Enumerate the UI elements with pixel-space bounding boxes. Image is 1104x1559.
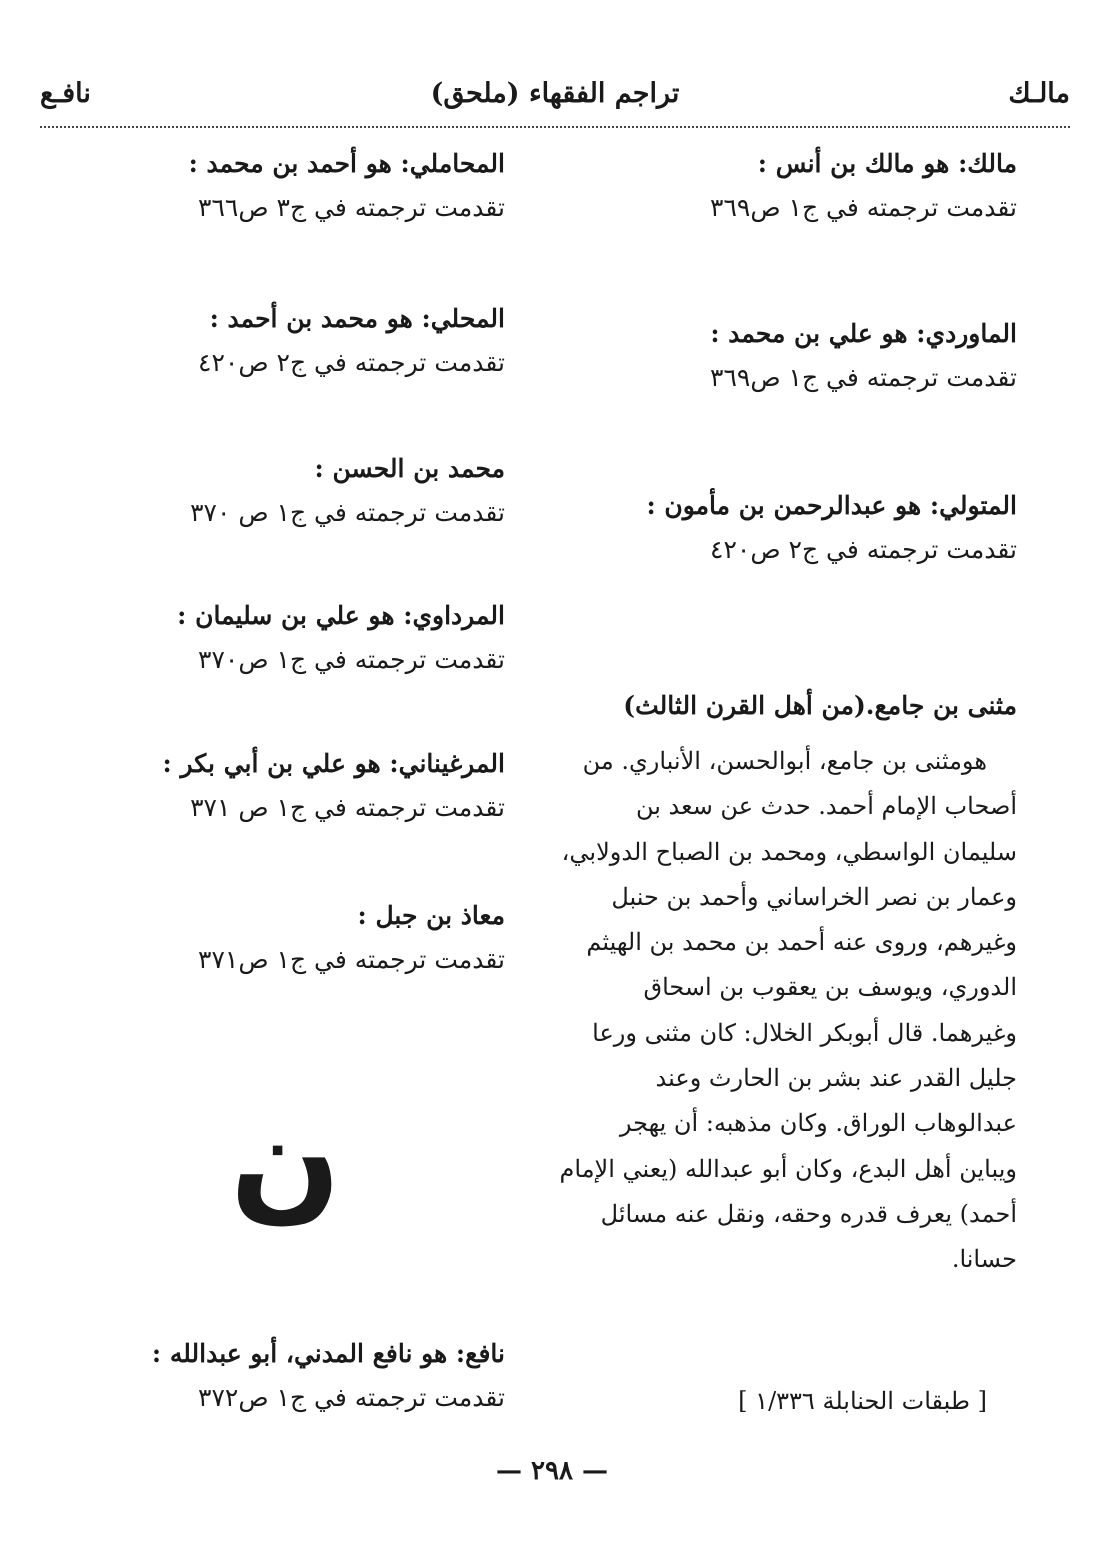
entry-heading: معاذ بن جبل :	[357, 901, 505, 930]
entry-reference: تقدمت ترجمته في ج١ ص٣٧٠	[198, 645, 505, 674]
entry-reference: تقدمت ترجمته في ج١ ص ٣٧٠	[190, 498, 505, 527]
entry-heading: محمد بن الحسن :	[314, 454, 505, 483]
page-header	[40, 78, 1070, 122]
header-left-title: نافـع	[40, 78, 91, 109]
header-right-title: مالـك	[1008, 78, 1070, 109]
header-divider	[40, 126, 1070, 128]
bio-text: هومثنى بن جامع، أبوالحسن، الأنباري. من أصحاب الإمام أحمد. حدث عن سعد بن سليمان الواسطي، ومحمد بن الصباح الدولابي، وعمار بن نصر الخراساني وأحمد بن حنبل وغيرهم، وروى عنه أحمد بن محمد بن الهيثم الدوري، ويوسف بن يعقوب بن اسحاق وغيرهما. قال أبوبكر الخلال: كان مثنى ورعا جليل القدر عند بشر بن الحارث وعند عبدالوهاب الوراق. وكان مذهبه: أن يهجر ويباين أهل البدع، وكان أبو عبدالله (يعني الإمام أحمد) يعرف قدره وحقه، ونقل عنه مسائل حسانا.	[559, 747, 1017, 1274]
section-letter: ن	[230, 1084, 341, 1236]
entry-reference: تقدمت ترجمته في ج٢ ص٤٢٠	[710, 535, 1017, 564]
entry-reference: تقدمت ترجمته في ج٢ ص٤٢٠	[198, 348, 505, 377]
entry-heading: المتولي: هو عبدالرحمن بن مأمون :	[646, 491, 1017, 520]
entry-reference: تقدمت ترجمته في ج١ ص٣٧٢	[198, 1383, 505, 1412]
entry-reference: تقدمت ترجمته في ج١ ص٣٧١	[198, 945, 505, 974]
entry-reference: تقدمت ترجمته في ج١ ص٣٦٩	[710, 193, 1017, 222]
entry-heading: الماوردي: هو علي بن محمد :	[710, 319, 1017, 348]
entry-reference: تقدمت ترجمته في ج١ ص ٣٧١	[190, 793, 505, 822]
entry-reference: تقدمت ترجمته في ج١ ص٣٦٩	[710, 363, 1017, 392]
entry-heading: المرغيناني: هو علي بن أبي بكر :	[162, 749, 505, 778]
entry-heading: المرداوي: هو علي بن سليمان :	[177, 601, 505, 630]
entry-heading: المحلي: هو محمد بن أحمد :	[209, 304, 505, 333]
bio-heading: مثنى بن جامع.(من أهل القرن الثالث)	[623, 691, 1017, 720]
entry-heading: المحاملي: هو أحمد بن محمد :	[188, 149, 505, 178]
bio-source: [ طبقات الحنابلة ١/٣٣٦ ]	[738, 1387, 987, 1415]
page-number: — ٢٩٨ —	[495, 1456, 609, 1486]
header-center-title: (ملحق) تراجم الفقهاء	[430, 78, 680, 109]
entry-reference: تقدمت ترجمته في ج٣ ص٣٦٦	[198, 193, 505, 222]
entry-heading: مالك: هو مالك بن أنس :	[757, 149, 1017, 178]
entry-heading: نافع: هو نافع المدني، أبو عبدالله :	[151, 1339, 505, 1368]
bio-paragraph	[555, 739, 1017, 1283]
